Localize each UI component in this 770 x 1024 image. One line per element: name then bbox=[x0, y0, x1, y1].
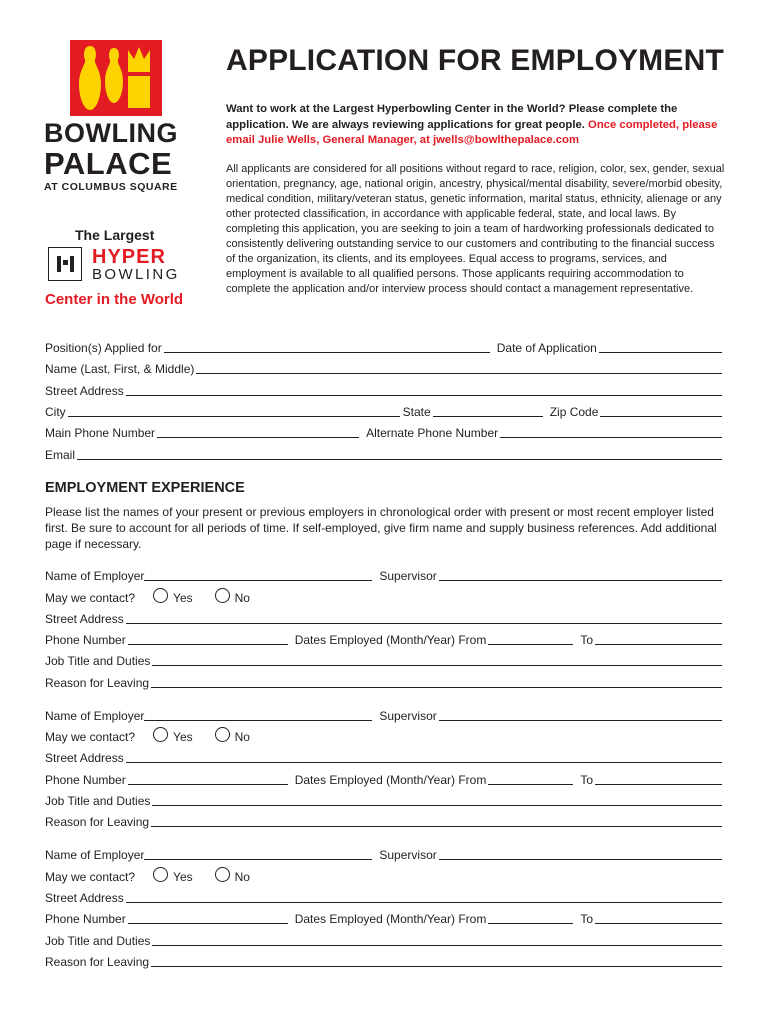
employer-phone-label: Phone Number bbox=[45, 633, 126, 647]
to-field[interactable] bbox=[595, 923, 722, 924]
intro-text bbox=[226, 102, 726, 149]
employer-street-label: Street Address bbox=[45, 891, 124, 905]
date-field[interactable] bbox=[599, 352, 722, 353]
row-employer bbox=[45, 846, 725, 862]
job-label: Job Title and Duties bbox=[45, 794, 151, 808]
row-job bbox=[45, 652, 725, 668]
employer-field[interactable] bbox=[144, 859, 372, 860]
from-field[interactable] bbox=[488, 923, 573, 924]
job-label: Job Title and Duties bbox=[45, 934, 151, 948]
employer-field[interactable] bbox=[144, 580, 372, 581]
row-employer-street bbox=[45, 889, 725, 905]
to-field[interactable] bbox=[595, 644, 722, 645]
job-field[interactable] bbox=[152, 945, 722, 946]
supervisor-label: Supervisor bbox=[379, 848, 437, 862]
yes-radio[interactable] bbox=[153, 867, 168, 882]
supervisor-field[interactable] bbox=[439, 580, 722, 581]
name-field[interactable] bbox=[196, 373, 722, 374]
logo-tagline-top: The Largest bbox=[75, 227, 155, 243]
yes-label: Yes bbox=[173, 730, 193, 744]
city-label: City bbox=[45, 405, 66, 419]
row-position bbox=[45, 339, 725, 355]
to-field[interactable] bbox=[595, 784, 722, 785]
row-employer bbox=[45, 567, 725, 583]
dates-label: Dates Employed (Month/Year) From bbox=[294, 633, 487, 647]
row-job bbox=[45, 792, 725, 808]
row-reason bbox=[45, 674, 725, 690]
no-label: No bbox=[234, 870, 250, 884]
row-contact bbox=[45, 868, 725, 884]
no-radio[interactable] bbox=[215, 867, 230, 882]
zip-label: Zip Code bbox=[549, 405, 599, 419]
employer-phone-field[interactable] bbox=[128, 923, 288, 924]
row-employer-street bbox=[45, 749, 725, 765]
row-employer-phone bbox=[45, 771, 725, 787]
logo-mark bbox=[70, 40, 162, 116]
dates-label: Dates Employed (Month/Year) From bbox=[294, 912, 487, 926]
row-name bbox=[45, 360, 725, 376]
row-employer bbox=[45, 707, 725, 723]
contact-label: May we contact? bbox=[45, 870, 136, 884]
to-label: To bbox=[580, 773, 594, 787]
employer-label: Name of Employer bbox=[45, 848, 145, 862]
date-label: Date of Application bbox=[496, 341, 597, 355]
row-job bbox=[45, 932, 725, 948]
zip-field[interactable] bbox=[600, 416, 722, 417]
main-phone-field[interactable] bbox=[157, 437, 359, 438]
row-city bbox=[45, 403, 725, 419]
to-label: To bbox=[580, 633, 594, 647]
employer-street-label: Street Address bbox=[45, 751, 124, 765]
row-employer-street bbox=[45, 610, 725, 626]
employer-street-field[interactable] bbox=[126, 762, 722, 763]
no-radio[interactable] bbox=[215, 588, 230, 603]
logo-name-line2: PALACE bbox=[44, 146, 173, 181]
supervisor-field[interactable] bbox=[439, 859, 722, 860]
reason-field[interactable] bbox=[151, 826, 722, 827]
hyperbowling-mark-icon bbox=[48, 247, 82, 281]
intro-red-email-note: Once completed, please email Julie Wells, General Manager, at jwells@bowlthepalace.com bbox=[226, 118, 718, 146]
reason-label: Reason for Leaving bbox=[45, 676, 150, 690]
row-employer-phone bbox=[45, 631, 725, 647]
position-label: Position(s) Applied for bbox=[45, 341, 162, 355]
no-label: No bbox=[234, 730, 250, 744]
reason-label: Reason for Leaving bbox=[45, 815, 150, 829]
row-reason bbox=[45, 953, 725, 969]
section-description: Please list the names of your present or previous employers in chronological order with present or most recent employer listed first. Be sure to account for all periods of time. If self-employed, give firm name and supply business references. Add additional page if necessary. bbox=[45, 505, 717, 551]
employer-label: Name of Employer bbox=[45, 569, 145, 583]
employer-phone-field[interactable] bbox=[128, 644, 288, 645]
logo-tagline-bottom: Center in the World bbox=[45, 291, 184, 308]
row-reason bbox=[45, 813, 725, 829]
state-field[interactable] bbox=[433, 416, 543, 417]
contact-label: May we contact? bbox=[45, 730, 136, 744]
no-radio[interactable] bbox=[215, 727, 230, 742]
from-field[interactable] bbox=[488, 784, 573, 785]
main-phone-label: Main Phone Number bbox=[45, 426, 156, 440]
employer-label: Name of Employer bbox=[45, 709, 145, 723]
street-field[interactable] bbox=[126, 395, 722, 396]
row-contact bbox=[45, 728, 725, 744]
row-contact bbox=[45, 589, 725, 605]
to-label: To bbox=[580, 912, 594, 926]
reason-field[interactable] bbox=[151, 687, 722, 688]
logo-location: AT COLUMBUS SQUARE bbox=[44, 181, 178, 193]
bowling-pins-crown-icon bbox=[70, 40, 162, 116]
email-label: Email bbox=[45, 448, 76, 462]
logo-bowling: BOWLING bbox=[92, 266, 180, 283]
no-label: No bbox=[234, 591, 250, 605]
job-field[interactable] bbox=[152, 665, 722, 666]
employer-phone-label: Phone Number bbox=[45, 773, 126, 787]
from-field[interactable] bbox=[488, 644, 573, 645]
city-field[interactable] bbox=[68, 416, 400, 417]
yes-radio[interactable] bbox=[153, 727, 168, 742]
employer-field[interactable] bbox=[144, 720, 372, 721]
alt-phone-field[interactable] bbox=[500, 437, 722, 438]
employer-phone-label: Phone Number bbox=[45, 912, 126, 926]
employer-phone-field[interactable] bbox=[128, 784, 288, 785]
contact-label: May we contact? bbox=[45, 591, 136, 605]
yes-label: Yes bbox=[173, 870, 193, 884]
name-label: Name (Last, First, & Middle) bbox=[45, 362, 195, 376]
yes-radio[interactable] bbox=[153, 588, 168, 603]
employer-street-field[interactable] bbox=[126, 902, 722, 903]
email-field[interactable] bbox=[77, 459, 722, 460]
supervisor-label: Supervisor bbox=[379, 569, 437, 583]
logo-hyper: HYPER bbox=[92, 246, 166, 268]
supervisor-label: Supervisor bbox=[379, 709, 437, 723]
street-label: Street Address bbox=[45, 384, 124, 398]
reason-field[interactable] bbox=[151, 966, 722, 967]
row-employer-phone bbox=[45, 910, 725, 926]
alt-phone-label: Alternate Phone Number bbox=[366, 426, 499, 440]
position-field[interactable] bbox=[164, 352, 490, 353]
logo-name-line1: BOWLING bbox=[44, 118, 178, 148]
row-email bbox=[45, 446, 725, 462]
state-label: State bbox=[402, 405, 431, 419]
reason-label: Reason for Leaving bbox=[45, 955, 150, 969]
job-label: Job Title and Duties bbox=[45, 654, 151, 668]
row-street bbox=[45, 382, 725, 398]
supervisor-field[interactable] bbox=[439, 720, 722, 721]
yes-label: Yes bbox=[173, 591, 193, 605]
employer-street-label: Street Address bbox=[45, 612, 124, 626]
job-field[interactable] bbox=[152, 805, 722, 806]
eeo-statement: All applicants are considered for all positions without regard to race, religion, color, sex, gender, sexual orientation, pregnancy, age, national origin, ancestry, physical/mental disability, severe/morbid obesity, medical condition, military/veteran status, genetic information, marital status, ethnicity, alienage or any other protected classification, in accordance with applicable federal, state, and local laws. By completing this application, you are seeking to join a team of hardworking professionals dedicated to consistently delivering outstanding service to our customers and contributing to the financial success of the organization, its clients, and its employees. Equal access to programs, services, and employment is available to all qualified persons. Those applicants requiring accommodation to complete the application and/or interview process should contact a management representative. bbox=[226, 163, 725, 295]
page-title: APPLICATION FOR EMPLOYMENT bbox=[226, 44, 724, 77]
employer-street-field[interactable] bbox=[126, 623, 722, 624]
dates-label: Dates Employed (Month/Year) From bbox=[294, 773, 487, 787]
section-title: EMPLOYMENT EXPERIENCE bbox=[45, 480, 245, 496]
intro-black: Want to work at the Largest Hyperbowling Center in the World? Please complete the application. We are always reviewing applications for great people. bbox=[226, 103, 678, 131]
row-phones bbox=[45, 424, 725, 440]
